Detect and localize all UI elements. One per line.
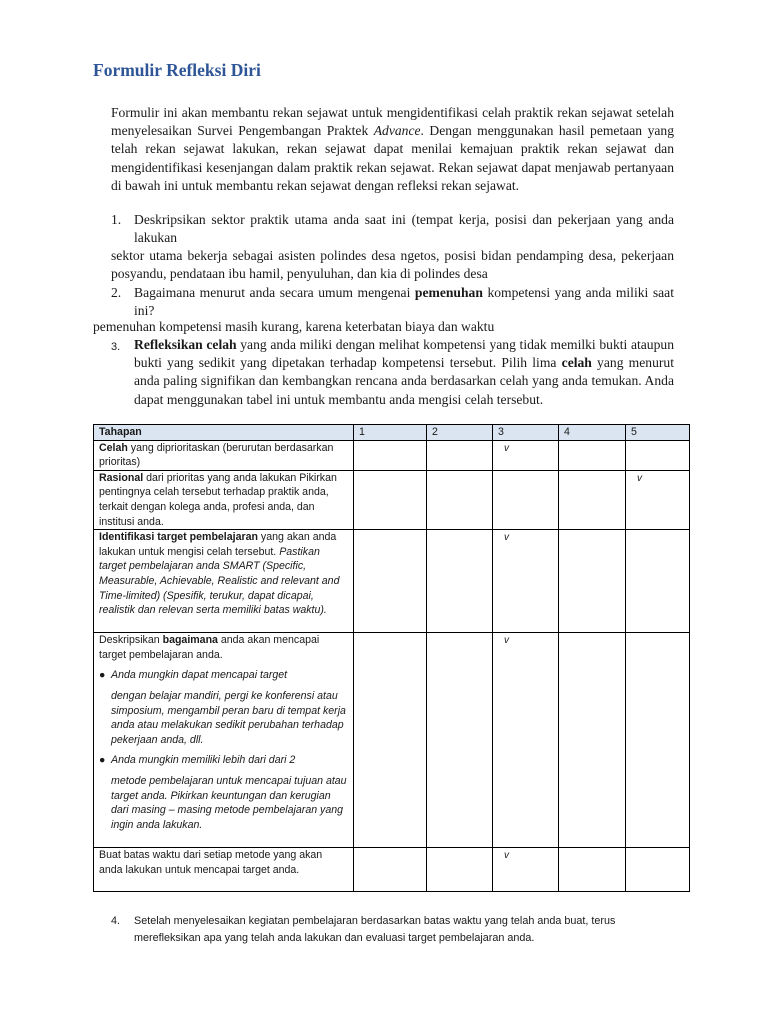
table-cell bbox=[626, 848, 690, 892]
intro-paragraph: Formulir ini akan membantu rekan sejawat untuk mengidentifikasi celah praktik rekan sejawat setelah menyelesaikan Survei Pengembangan Praktek Advance. Dengan menggunakan hasil pemetaan yang telah rekan sejawat lakukan, rekan sejawat dapat menilai kemajuan praktik rekan sejawat dan mengidentifikasi kesenjangan dalam praktik rekan sejawat. Rekan sejawat dapat menjawab pertanyaan di bawah ini untuk membantu rekan sejawat dengan refleksi rekan sejawat. bbox=[111, 105, 674, 193]
table-cell bbox=[427, 470, 493, 529]
q2-text: Bagaimana menurut anda secara umum mengenai pemenuhan kompetensi yang anda miliki saat ini? bbox=[134, 285, 674, 319]
q3-number: 3. bbox=[111, 341, 121, 353]
table-cell: v bbox=[493, 633, 559, 848]
table-cell bbox=[354, 633, 427, 848]
reflection-table bbox=[93, 424, 690, 892]
q1-answer: sektor utama bekerja sebagai asisten polindes desa ngetos, posisi bidan pendamping desa, pekerjaan posyandu, pendataan ibu hamil, penyuluhan, dan kia di polindes desa bbox=[111, 248, 674, 282]
table-cell bbox=[354, 470, 427, 529]
table-cell bbox=[427, 440, 493, 470]
table-row bbox=[94, 440, 690, 470]
bullet-item: ● Anda mungkin memiliki lebih dari dari 2 metode pembelajaran untuk mencapai tujuan atau target anda. Pikirkan keuntungan dan kerugian dari masing – masing metode pembelajaran yang ingin anda lakukan. bbox=[99, 754, 347, 831]
row-label: Rasional dari prioritas yang anda lakukan Pikirkan pentingnya celah tersebut terhadap praktik anda, terkait dengan kolega anda, profesi anda, dan institusi anda. bbox=[94, 470, 354, 529]
table-cell bbox=[354, 440, 427, 470]
q1-number: 1. bbox=[111, 212, 122, 227]
header-tahapan: Tahapan bbox=[94, 425, 354, 441]
table-cell bbox=[626, 440, 690, 470]
table-cell bbox=[559, 440, 626, 470]
table-cell bbox=[626, 633, 690, 848]
table-cell bbox=[354, 848, 427, 892]
table-cell bbox=[354, 530, 427, 633]
q2-answer: pemenuhan kompetensi masih kurang, karena keterbatan biaya dan waktu bbox=[93, 319, 495, 334]
q4-text: Setelah menyelesaikan kegiatan pembelajaran berdasarkan batas waktu yang telah anda buat, terus merefleksikan apa yang telah anda lakukan dan evaluasi target pembelajaran anda. bbox=[134, 915, 616, 944]
row-label: Celah yang diprioritaskan (berurutan berdasarkan prioritas) bbox=[94, 440, 354, 470]
table-cell bbox=[559, 848, 626, 892]
q4-number: 4. bbox=[111, 915, 121, 927]
table-cell bbox=[559, 633, 626, 848]
row-label: Deskripsikan bagaimana anda akan mencapai target pembelajaran anda. ● Anda mungkin dapat mencapai target dengan belajar mandiri, pergi ke konferensi atau simposium, mengambil peran baru di tempat kerja anda atau melakukan sedikit perubahan terhadap pekerjaan anda, dll. ● Anda mungkin memiliki lebih dari dari 2 metode pembelajaran untuk mencapai tujuan atau target anda. Pikirkan keuntungan dan kerugian dari masing – masing metode pembelajaran yang ingin anda lakukan. bbox=[94, 633, 354, 848]
header-col: 1 bbox=[354, 425, 427, 441]
table-cell: v bbox=[493, 530, 559, 633]
bullet-item: ● Anda mungkin dapat mencapai target dengan belajar mandiri, pergi ke konferensi atau simposium, mengambil peran baru di tempat kerja anda atau melakukan sedikit perubahan terhadap pekerjaan anda, dll. bbox=[99, 669, 346, 746]
table-cell bbox=[626, 530, 690, 633]
table-cell: v bbox=[493, 440, 559, 470]
table-row bbox=[94, 848, 690, 892]
table-cell bbox=[427, 848, 493, 892]
table-row bbox=[94, 633, 690, 848]
table-cell bbox=[493, 470, 559, 529]
row-label: Buat batas waktu dari setiap metode yang akan anda lakukan untuk mencapai target anda. bbox=[94, 848, 354, 892]
table-cell: v bbox=[626, 470, 690, 529]
header-col: 5 bbox=[626, 425, 690, 441]
row-label: Identifikasi target pembelajaran yang akan anda lakukan untuk mengisi celah tersebut. Pastikan target pembelajaran anda SMART (Specific, Measurable, Achievable, Realistic and relevant and Time-limited) (Spesifik, terukur, dapat dicapai, realistik dan relevan serta memiliki batas waktu). bbox=[94, 530, 354, 633]
table-header-row bbox=[94, 425, 690, 441]
q2-number: 2. bbox=[111, 285, 122, 300]
table-cell bbox=[427, 530, 493, 633]
table-cell: v bbox=[493, 848, 559, 892]
page-title: Formulir Refleksi Diri bbox=[93, 60, 261, 80]
table-row bbox=[94, 530, 690, 633]
q1-text: Deskripsikan sektor praktik utama anda saat ini (tempat kerja, posisi dan pekerjaan yang anda lakukan bbox=[134, 212, 674, 246]
header-col: 4 bbox=[559, 425, 626, 441]
bullet-icon: ● bbox=[99, 754, 106, 767]
q3-text: Refleksikan celah yang anda miliki dengan melihat kompetensi yang tidak memilki bukti ataupun bukti yang sedikit yang dipetakan terhadap kompetensi tersebut. Pilih lima celah yang menurut anda paling signifikan dan kembangkan rencana anda berdasarkan celah yang anda temukan. Anda dapat menggunakan tabel ini untuk membantu anda mengisi celah tersebut. bbox=[134, 337, 674, 407]
header-col: 2 bbox=[427, 425, 493, 441]
table-cell bbox=[559, 530, 626, 633]
table-cell bbox=[427, 633, 493, 848]
bullet-icon: ● bbox=[99, 669, 106, 682]
table-cell bbox=[559, 470, 626, 529]
header-col: 3 bbox=[493, 425, 559, 441]
table-row bbox=[94, 470, 690, 529]
